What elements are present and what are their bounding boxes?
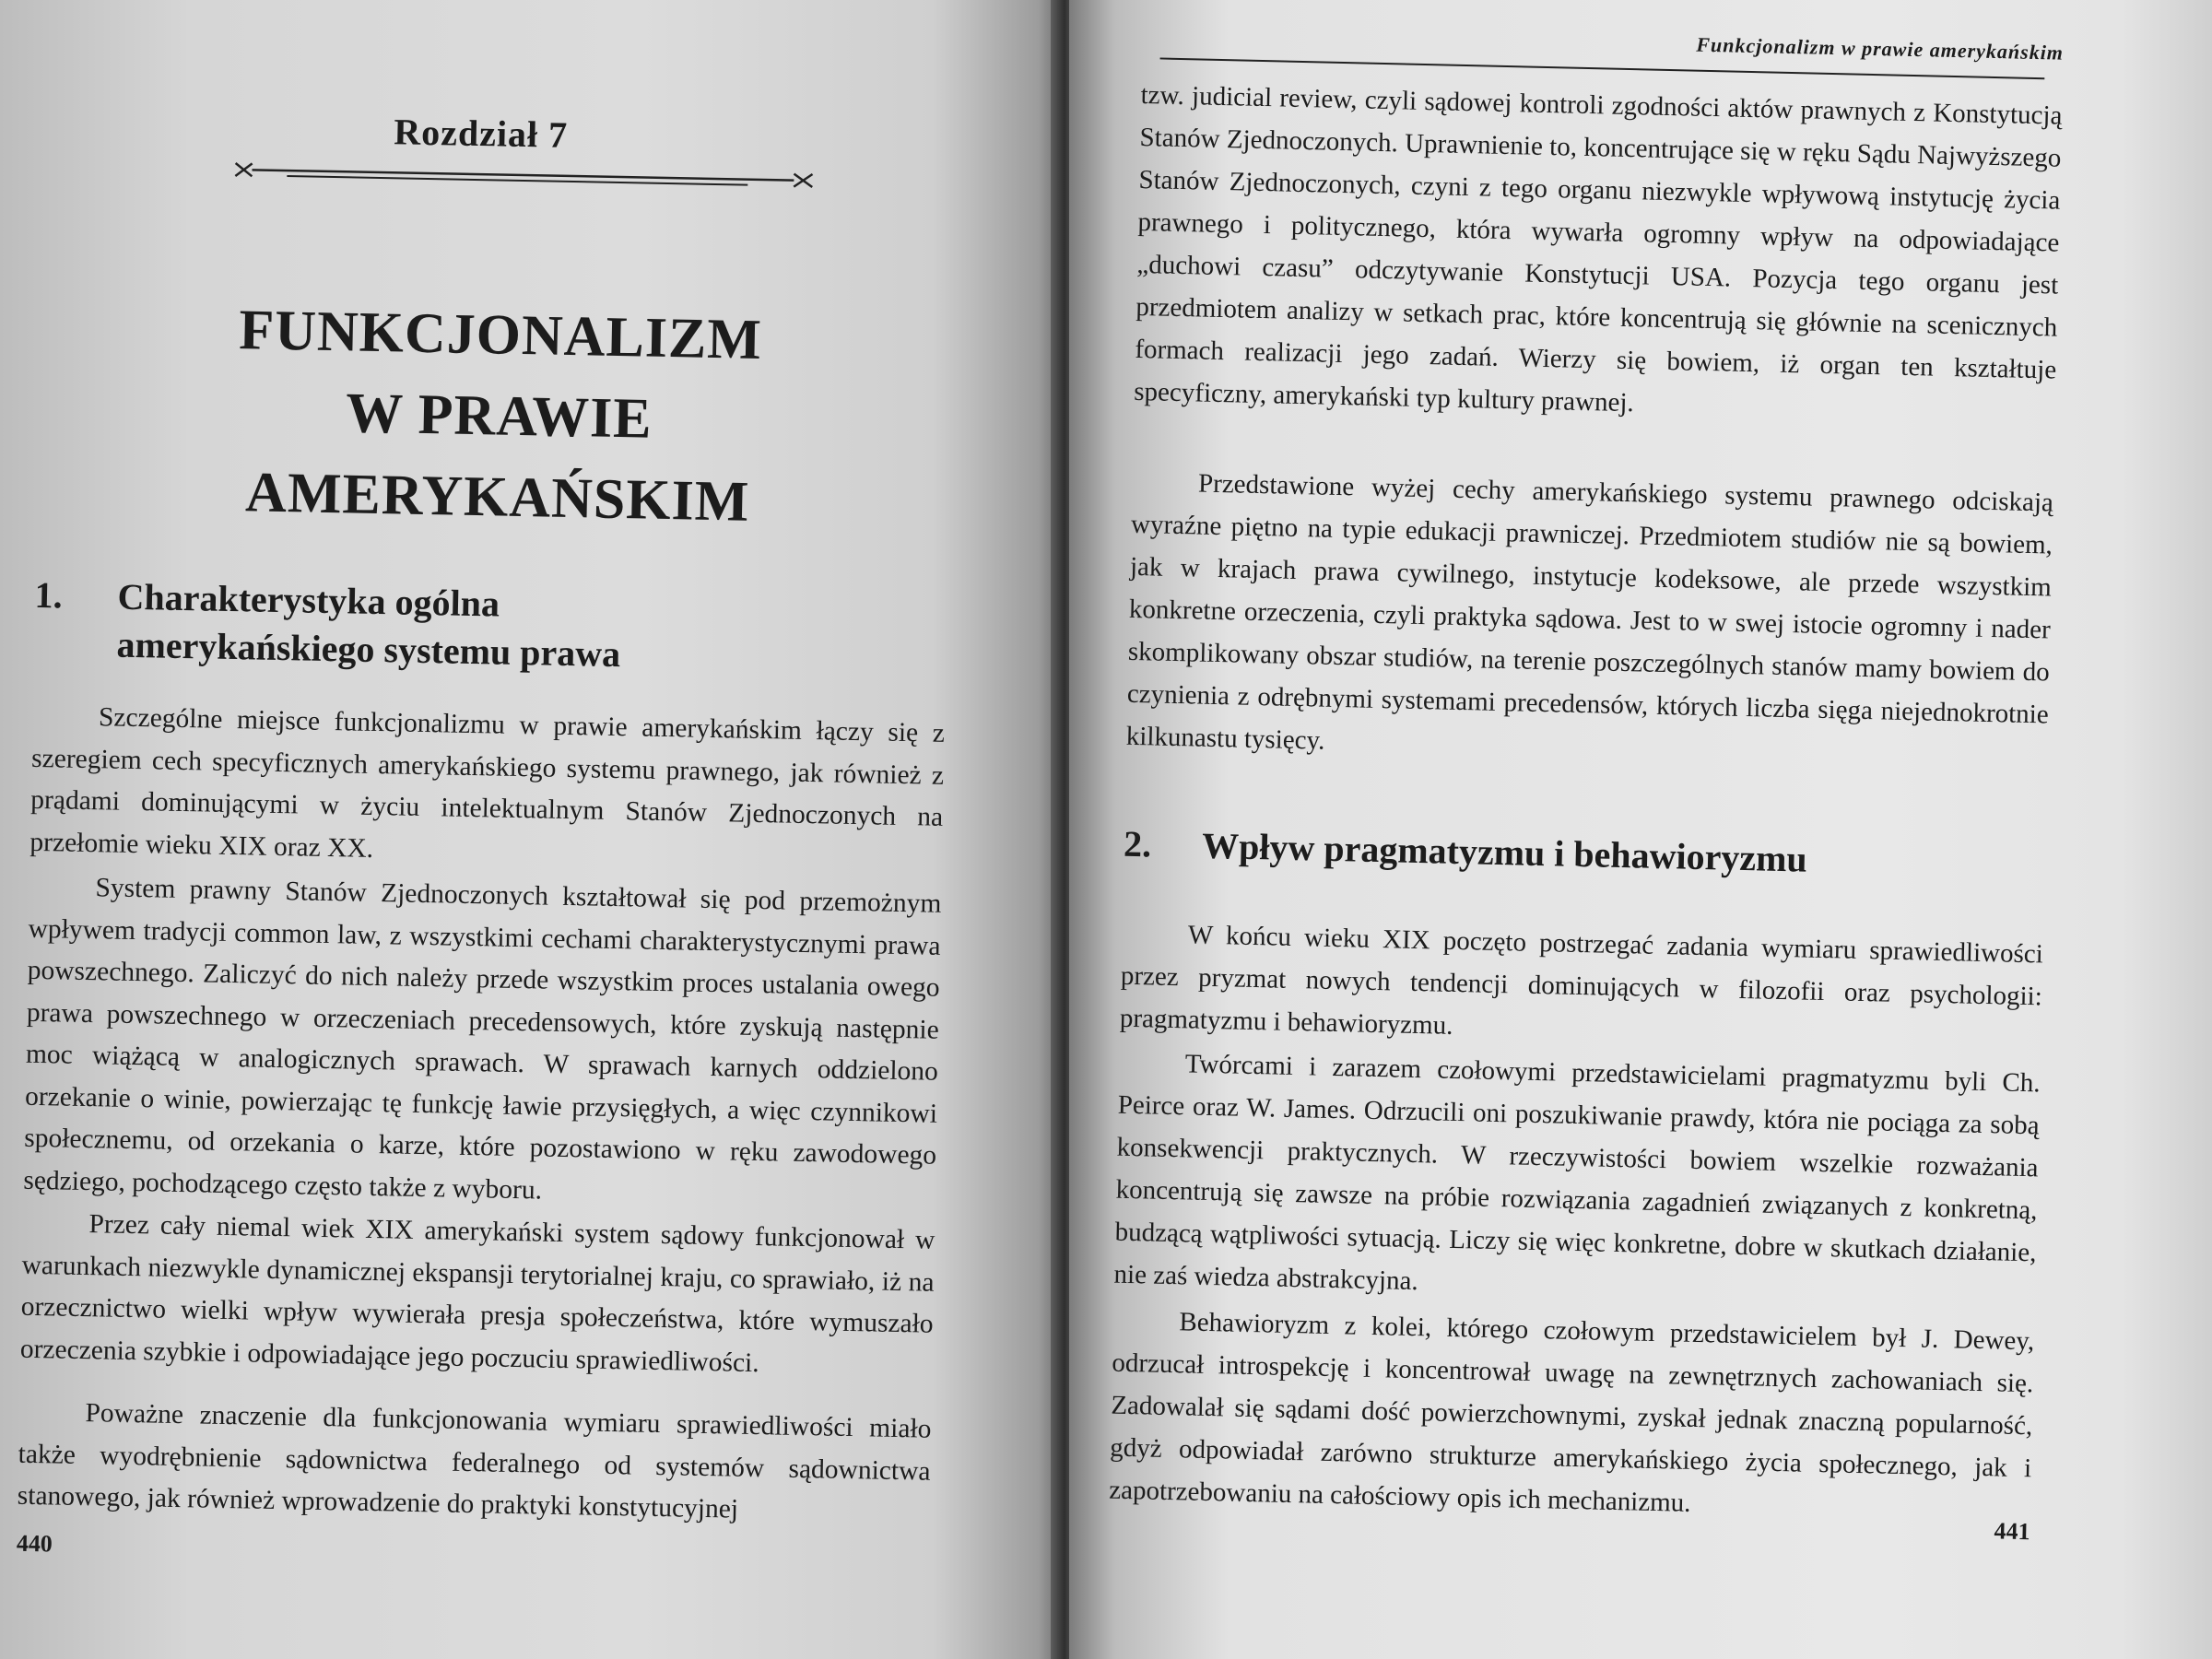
- right-paragraph-3: W końcu wieku XIX poczęto postrzegać zadania wymiaru sprawiedliwości przez pryzmat nowych tendencji dominujących w filozofii oraz psychologii: pragmatyzmu i behawioryzmu.: [1119, 920, 2044, 1041]
- right-paragraph-5: Behawioryzm z kolei, którego czołowym przedstawicielem był J. Dewey, odrzucał introspekcję i koncentrował uwagę na zewnętrznych zachowaniach się. Zadowalał się sądami dość powierzchownymi, zyskał jednak znaczną popularność, gdyż odpowiadał zarówno strukturze amerykańskiego życia społecznego, jak i zapotrzebowaniu na całościowy opis ich mechanizmu.: [1108, 1307, 2035, 1518]
- section-1-number: 1.: [34, 573, 64, 617]
- chapter-title-line-1: FUNKCJONALIZM: [238, 299, 763, 371]
- left-page: [0, 0, 1060, 1659]
- left-paragraph-4: Poważne znaczenie dla funkcjonowania wymiaru sprawiedliwości miało także wyodrębnienie sądownictwa federalnego od systemów sądownictwa stanowego, jak również wprowadzenie do praktyki konstytucyjnej: [17, 1398, 932, 1524]
- chapter-title: [119, 288, 879, 546]
- running-header: Funkcjonalizm w prawie amerykańskim: [1696, 32, 2065, 65]
- page-number-right: 441: [1994, 1517, 2030, 1546]
- section-2-number: 2.: [1123, 822, 1152, 865]
- chapter-ornament-rule: [231, 156, 830, 194]
- section-2-title: Wpływ pragmatyzmu i behawioryzmu: [1201, 824, 1808, 880]
- right-paragraph-1: tzw. judicial review, czyli sądowej kontroli zgodności aktów prawnych z Konstytucją Stanów Zjednoczonych. Uprawnienie to, koncentrujące się w ręku Sądu Najwyższego Stanów Zjednoczonych, czyni z tego organu niezwykle wpływową instytucję życia prawnego i politycznego, która wywarła ogromny wpływ na odpowiadające „duchowi czasu” odczytywanie Konstytucji USA. Pozycja tego organu jest przedmiotem analizy w setkach prac, które koncentrują się głównie na scenicznych formach realizacji jego zadań. Wierzy się bowiem, iż organ ten kształtuje specyficzny, amerykański typ kultury prawnej.: [1133, 79, 2063, 418]
- section-2-heading: [1123, 820, 2045, 897]
- page-number-left: 440: [16, 1529, 53, 1558]
- section-1-heading: [33, 571, 947, 690]
- section-1-title-line-1: Charakterystyka ogólna: [117, 575, 500, 625]
- right-paragraph-4: Twórcami i zarazem czołowymi przedstawicielami pragmatyzmu byli Ch. Peirce oraz W. James. Odrzucili oni poszukiwanie prawdy, która nie pociąga za sobą konsekwencji praktycznych. W rzeczywistości bowiem wszelkie rozważania koncentrują się zawsze na próbie rozwiązania zagadnień związanych z konkretną, budzącą wątpliwości sytuacją. Liczy się więc konkretne, dobre w skutkach działanie, nie zaś wiedza abstrakcyjna.: [1113, 1049, 2041, 1297]
- right-page: [1069, 0, 2212, 1659]
- chapter-title-line-2: W PRAWIE AMERYKAŃSKIM: [244, 382, 750, 534]
- left-paragraph-3: Przez cały niemal wiek XIX amerykański system sądowy funkcjonował w warunkach niezwykle dynamicznej ekspansji terytorialnej kraju, co sprawiało, iż na orzecznictwo wielki wpływ wywierała presja społeczeństwa, które wymuszało orzeczenia szybkie i odpowiadające jego poczuciu sprawiedliwości.: [19, 1209, 935, 1378]
- left-paragraph-1: Szczególne miejsce funkcjonalizmu w prawie amerykańskim łączy się z szeregiem cech specyficznych amerykańskiego systemu prawnego, jak również z prądami dominującymi w życiu intelektualnym Stanów Zjednoczonych na przełomie wieku XIX oraz XX.: [29, 702, 946, 864]
- right-paragraph-2: Przedstawione wyżej cechy amerykańskiego systemu prawnego odciskają wyraźne piętno na typie edukacji prawniczej. Przedmiotem studiów nie są bowiem, jak w krajach prawa cywilnego, instytucje kodeksowe, ale przede wszystkim konkretne orzeczenia, czyli praktyka sądowa. Jest to w swej istocie ogromny i nader skomplikowany obszar studiów, na terenie poszczególnych stanów mamy bowiem do czynienia z odrębnymi systemami precedensów, których liczba sięga niejednokrotnie kilkunastu tysięcy.: [1125, 468, 2054, 756]
- section-1-title-line-2: amerykańskiego systemu prawa: [116, 623, 621, 676]
- chapter-label: Rozdział 7: [393, 111, 569, 156]
- left-paragraph-2: System prawny Stanów Zjednoczonych kształtował się pod przemożnym wpływem tradycji common law, z wszystkimi cechami charakterystycznymi prawa powszechnego. Zaliczyć do nich należy przede wszystkim proces ustalania owego prawa powszechnego w orzeczeniach precedensowych, które zyskują następnie moc wiążącą w analogicznych sprawach. W sprawach karnych oddzielono orzekanie o winie, powierzając tę funkcję ławie przysięgłych, a więc czynnikowi społecznemu, od orzekania o karze, które pozostawiono w ręku zawodowego sędziego, pochodzącego często także z wyboru.: [23, 873, 942, 1206]
